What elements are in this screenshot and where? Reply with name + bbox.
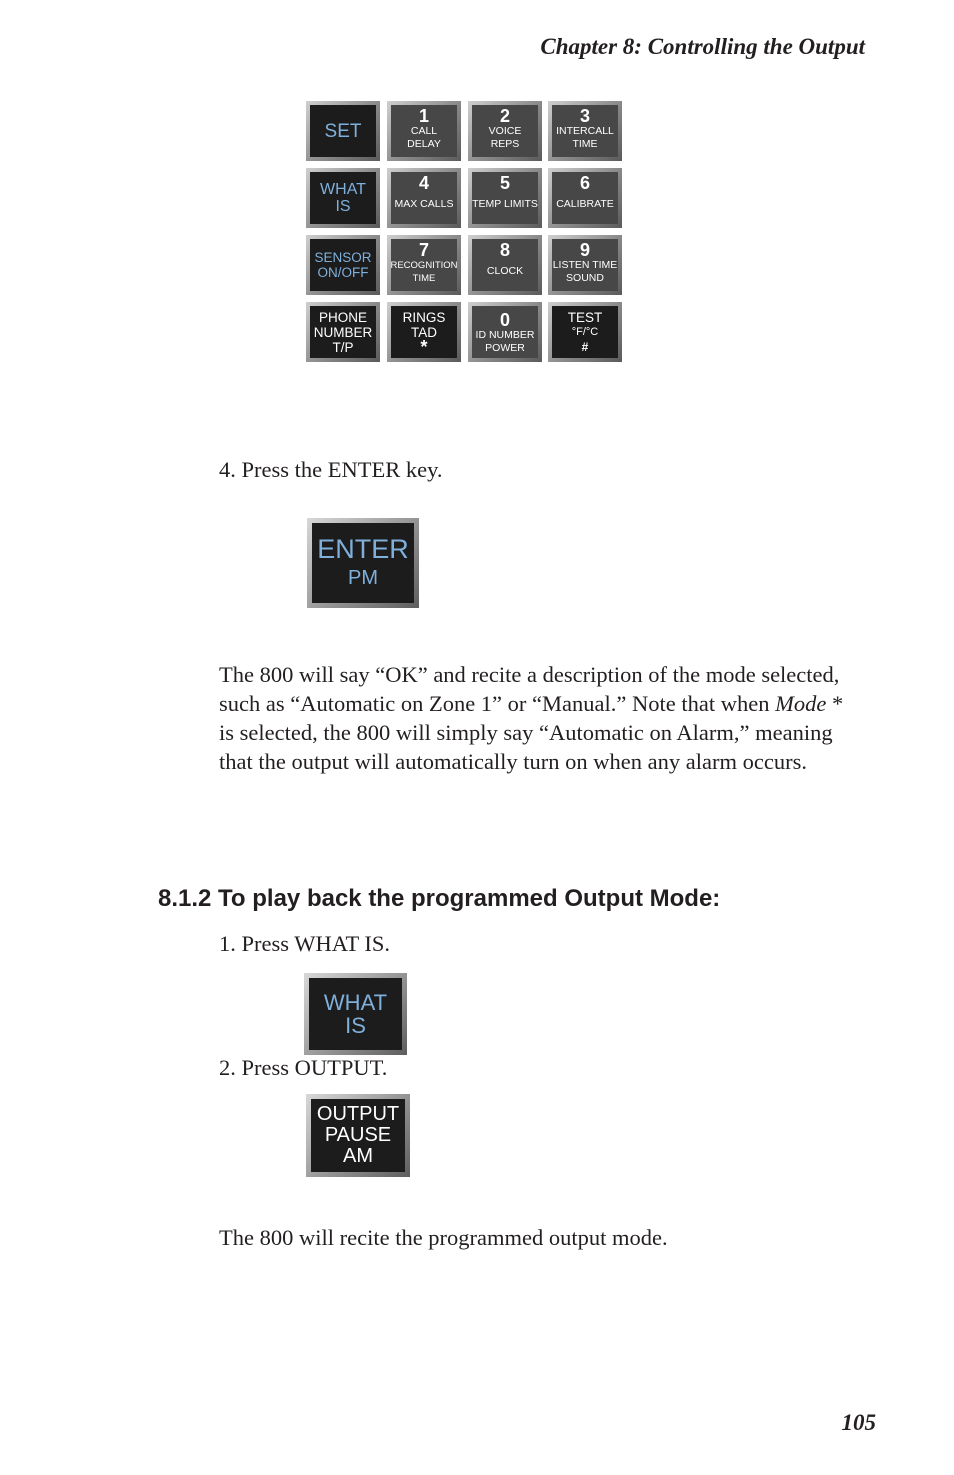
key-2 — [468, 101, 542, 161]
key-0-sub2: POWER — [485, 342, 525, 354]
test-line2: °F/°C — [571, 326, 599, 338]
key-9-digit: 9 — [579, 240, 590, 260]
key-0 — [468, 302, 542, 362]
key-3 — [548, 101, 622, 161]
key-4 — [387, 168, 461, 228]
what-is-key-image — [304, 973, 407, 1055]
phone-line1: PHONE — [318, 309, 367, 325]
key-4-digit: 4 — [418, 173, 429, 193]
key-8-sub1: CLOCK — [486, 265, 524, 277]
key-8-digit: 8 — [499, 240, 510, 260]
key-5-sub1: TEMP LIMITS — [472, 198, 538, 210]
test-line1: TEST — [567, 310, 603, 325]
step-2-text: 2. Press OUTPUT. — [219, 1055, 388, 1080]
mode-word: Mode — [775, 691, 827, 716]
key-1 — [387, 101, 461, 161]
description-paragraph — [219, 660, 859, 776]
key-6-digit: 6 — [579, 173, 590, 193]
sensor-line2: ON/OFF — [317, 265, 369, 280]
keypad-image — [306, 101, 622, 363]
key-2-digit: 2 — [499, 106, 510, 126]
key-6-sub1: CALIBRATE — [556, 198, 614, 210]
what-is-key-small — [306, 168, 380, 228]
key-3-digit: 3 — [579, 106, 590, 126]
key-7 — [387, 235, 461, 295]
output-key-line2: PAUSE — [324, 1124, 392, 1146]
step-1-text: 1. Press WHAT IS. — [219, 931, 391, 956]
rings-line2: TAD — [411, 325, 437, 340]
key-2-sub2: REPS — [490, 138, 520, 150]
chapter-header: Chapter 8: Controlling the Output — [540, 34, 865, 59]
paragraph-part2: * is selected, the 800 will simply say “Automatic on Alarm,” meaning that the output will automatically turn on when any alarm occurs. — [219, 691, 844, 774]
key-9 — [548, 235, 622, 295]
closing-text: The 800 will recite the programmed output mode. — [219, 1225, 668, 1250]
what-is-line1: WHAT — [320, 181, 366, 198]
step-4-text: 4. Press the ENTER key. — [219, 457, 443, 482]
key-9-sub2: SOUND — [566, 272, 604, 284]
key-9-sub1: LISTEN TIME — [552, 259, 618, 271]
test-key — [548, 302, 622, 362]
enter-key-line2: PM — [348, 567, 378, 589]
phone-line3: T/P — [332, 339, 354, 355]
rings-line1: RINGS — [402, 310, 446, 325]
paragraph-part1: The 800 will say “OK” and recite a description of the mode selected, such as “Automatic on Zone 1” or “Manual.” Note that when — [219, 662, 840, 716]
output-key-line3: AM — [343, 1145, 373, 1167]
enter-key-line1: ENTER — [317, 534, 409, 564]
output-key-line1: OUTPUT — [316, 1103, 400, 1125]
section-heading: 8.1.2 To play back the programmed Output Mode: — [158, 885, 721, 912]
what-is-key-line2: IS — [345, 1013, 366, 1038]
sensor-line1: SENSOR — [314, 250, 372, 265]
rings-tad-key — [387, 302, 461, 362]
key-7-sub1: RECOGNITION — [390, 260, 458, 271]
key-0-sub1: ID NUMBER — [475, 329, 535, 341]
page-number: 105 — [841, 1410, 876, 1435]
set-key-label: SET — [324, 120, 362, 142]
key-1-sub2: DELAY — [407, 138, 441, 150]
phone-line2: NUMBER — [313, 324, 373, 340]
key-4-sub1: MAX CALLS — [394, 198, 454, 210]
key-0-digit: 0 — [499, 310, 510, 330]
key-8 — [468, 235, 542, 295]
set-key — [306, 101, 380, 161]
key-5 — [468, 168, 542, 228]
star-symbol: * — [420, 337, 428, 357]
key-1-digit: 1 — [418, 106, 429, 126]
key-3-sub2: TIME — [572, 138, 598, 150]
key-1-sub1: CALL — [410, 125, 438, 137]
key-7-sub2: TIME — [412, 273, 436, 284]
phone-number-key — [306, 302, 380, 362]
key-6 — [548, 168, 622, 228]
what-is-line2: IS — [335, 198, 351, 215]
key-3-sub1: INTERCALL — [556, 125, 614, 137]
key-2-sub1: VOICE — [488, 125, 522, 137]
what-is-key-line1: WHAT — [323, 990, 388, 1015]
output-key-image — [306, 1094, 410, 1177]
key-7-digit: 7 — [418, 240, 429, 260]
enter-key-image — [307, 518, 419, 608]
sensor-key — [306, 235, 380, 295]
key-5-digit: 5 — [499, 173, 510, 193]
hash-symbol: # — [581, 340, 589, 354]
